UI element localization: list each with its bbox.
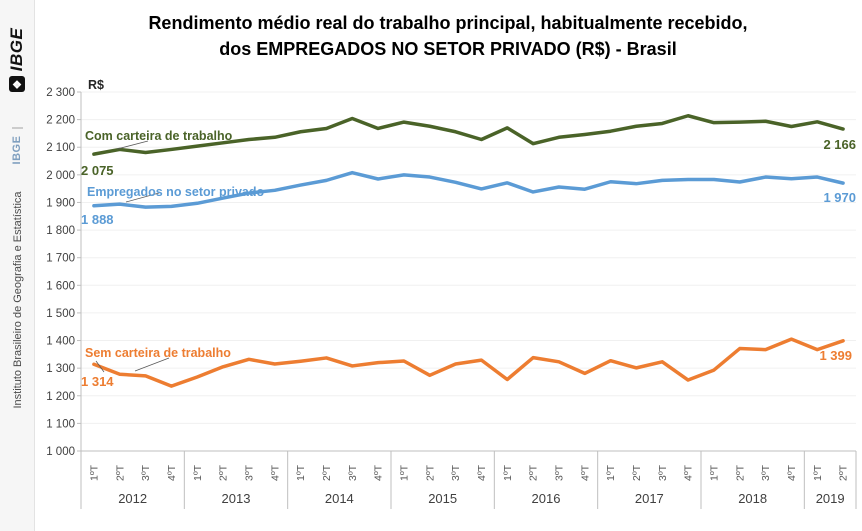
y-tick-label: 2 000 — [46, 169, 75, 182]
y-tick-label: 1 200 — [46, 390, 75, 403]
ibge-logo-text: IBGE — [7, 27, 26, 72]
quarter-tick-label: 3ºT — [346, 464, 359, 481]
org-acronym: IBGE — [11, 135, 23, 165]
year-label: 2018 — [738, 491, 768, 506]
chart-title-line1: Rendimento médio real do trabalho principal, habitualmente recebido, — [148, 13, 748, 33]
org-name: Instituto Brasileiro de Geografia e Estatística — [12, 191, 24, 409]
y-tick-label: 2 100 — [46, 142, 75, 155]
series-first-value-label: 1 314 — [81, 374, 114, 389]
sidebar-divider — [12, 127, 23, 129]
y-tick-label: 1 500 — [46, 307, 75, 320]
quarter-tick-label: 1ºT — [191, 464, 204, 481]
y-tick-label: 1 900 — [46, 197, 75, 210]
chart-title — [34, 10, 862, 62]
series-first-value-label: 2 075 — [81, 163, 114, 178]
quarter-tick-label: 1ºT — [295, 464, 308, 481]
year-label: 2019 — [815, 491, 845, 506]
quarter-tick-label: 4ºT — [785, 464, 798, 481]
quarter-tick-label: 3ºT — [450, 464, 463, 481]
ibge-logo-icon: ❖ — [9, 76, 25, 92]
y-tick-label: 1 600 — [46, 280, 75, 293]
quarter-tick-label: 3ºT — [760, 464, 773, 481]
quarter-tick-label: 4ºT — [579, 464, 592, 481]
chart-title-line2: dos EMPREGADOS NO SETOR PRIVADO (R$) - Brasil — [219, 39, 677, 60]
quarter-tick-label: 2ºT — [734, 464, 747, 481]
quarter-tick-label: 1ºT — [398, 464, 411, 481]
ibge-logo — [6, 10, 28, 110]
y-tick-label: 1 700 — [46, 252, 75, 265]
y-tick-label: 1 400 — [46, 335, 75, 348]
quarter-tick-label: 4ºT — [269, 464, 282, 481]
y-tick-label: 1 100 — [46, 418, 75, 431]
quarter-tick-label: 4ºT — [165, 464, 178, 481]
quarter-tick-label: 1ºT — [501, 464, 514, 481]
quarter-tick-label: 2ºT — [837, 464, 850, 481]
series-last-value-label: 1 970 — [823, 190, 856, 205]
series-first-value-label: 1 888 — [81, 212, 114, 227]
quarter-tick-label: 2ºT — [217, 464, 230, 481]
quarter-tick-label: 1ºT — [605, 464, 618, 481]
y-tick-label: 1 300 — [46, 363, 75, 376]
year-label: 2016 — [531, 491, 561, 506]
series-label: Com carteira de trabalho — [85, 129, 233, 143]
year-label: 2013 — [221, 491, 251, 506]
year-label: 2015 — [428, 491, 458, 506]
quarter-tick-label: 4ºT — [372, 464, 385, 481]
quarter-tick-label: 3ºT — [553, 464, 566, 481]
quarter-tick-label: 3ºT — [140, 464, 153, 481]
quarter-tick-label: 2ºT — [527, 464, 540, 481]
quarter-tick-label: 2ºT — [630, 464, 643, 481]
quarter-tick-label: 1ºT — [88, 464, 101, 481]
year-label: 2014 — [324, 491, 354, 506]
quarter-tick-label: 4ºT — [475, 464, 488, 481]
y-tick-label: 2 200 — [46, 114, 75, 127]
ibge-sidebar — [0, 0, 35, 531]
quarter-tick-label: 1ºT — [708, 464, 721, 481]
y-tick-label: 2 300 — [46, 87, 75, 99]
series-last-value-label: 1 399 — [819, 348, 852, 363]
quarter-tick-label: 1ºT — [811, 464, 824, 481]
quarter-tick-label: 3ºT — [656, 464, 669, 481]
y-axis-unit-label: R$ — [88, 78, 104, 92]
y-tick-label: 1 000 — [46, 446, 75, 458]
quarter-tick-label: 2ºT — [424, 464, 437, 481]
quarter-tick-label: 3ºT — [243, 464, 256, 481]
series-label: Empregados no setor privado — [87, 185, 265, 199]
series-label: Sem carteira de trabalho — [85, 346, 231, 360]
year-label: 2017 — [634, 491, 664, 506]
quarter-tick-label: 2ºT — [320, 464, 333, 481]
series-last-value-label: 2 166 — [823, 137, 856, 152]
quarter-tick-label: 2ºT — [114, 464, 127, 481]
year-label: 2012 — [118, 491, 148, 506]
quarter-tick-label: 4ºT — [682, 464, 695, 481]
y-tick-label: 1 800 — [46, 225, 75, 238]
